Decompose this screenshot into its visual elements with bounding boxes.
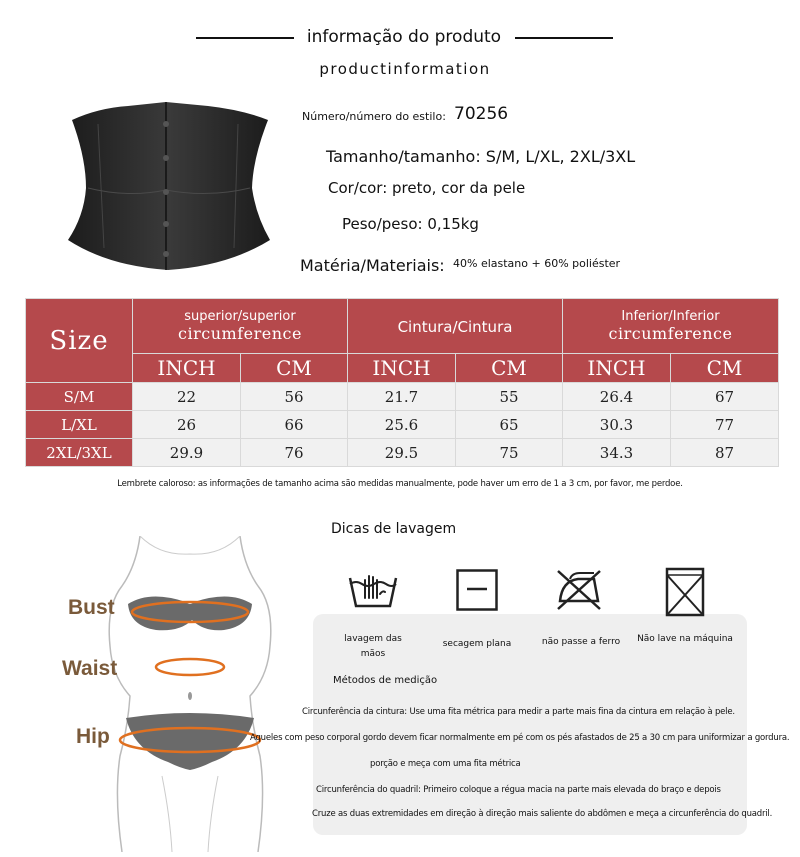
no-machine-wash-icon <box>665 567 705 617</box>
table-cell: 26.4 <box>563 383 671 411</box>
page-title: informação do produto <box>306 27 502 47</box>
style-number-value: 70256 <box>454 104 509 124</box>
table-cell: 21.7 <box>348 383 456 411</box>
table-cell: 29.9 <box>133 439 241 467</box>
unit-header: CM <box>671 354 779 383</box>
no-machine-wash-label: Não lave na máquina <box>637 634 733 644</box>
washing-tips-title: Dicas de lavagem <box>331 521 457 537</box>
table-cell: 30.3 <box>563 411 671 439</box>
unit-header: CM <box>241 354 348 383</box>
measure-line-3: porção e meça com uma fita métrica <box>370 759 521 769</box>
unit-header: INCH <box>348 354 456 383</box>
size-table <box>25 298 779 467</box>
header-rule-left <box>196 37 294 39</box>
row-size-label: S/M <box>26 383 133 411</box>
bust-label: Bust <box>68 596 115 619</box>
header-rule-right <box>515 37 613 39</box>
table-cell: 75 <box>456 439 563 467</box>
table-cell: 55 <box>456 383 563 411</box>
table-cell: 29.5 <box>348 439 456 467</box>
style-number-label: Número/número do estilo: <box>302 110 446 123</box>
size-info: Tamanho/tamanho: S/M, L/XL, 2XL/3XL <box>326 147 636 166</box>
unit-header: INCH <box>563 354 671 383</box>
hand-wash-label: lavagem das mãos <box>344 634 402 659</box>
hand-wash-icon <box>347 572 399 610</box>
row-size-label: 2XL/3XL <box>26 439 133 467</box>
dry-flat-icon <box>456 569 498 611</box>
unit-header: CM <box>456 354 563 383</box>
unit-header: INCH <box>133 354 241 383</box>
measure-line-1: Circunferência da cintura: Use uma fita métrica para medir a parte mais fina da cintura em relação à pele. <box>302 707 735 717</box>
measure-line-5: Cruze as duas extremidades em direção à direção mais saliente do abdômen e meça a circunferência do quadril. <box>312 809 773 819</box>
table-row <box>26 411 779 439</box>
lower-circumference-header: Inferior/Inferior circumference <box>563 299 779 354</box>
table-cell: 56 <box>241 383 348 411</box>
row-size-label: L/XL <box>26 411 133 439</box>
table-cell: 25.6 <box>348 411 456 439</box>
no-iron-icon <box>554 567 604 613</box>
table-cell: 65 <box>456 411 563 439</box>
table-row <box>26 383 779 411</box>
measurement-methods-title: Métodos de medição <box>333 675 438 686</box>
table-cell: 34.3 <box>563 439 671 467</box>
size-header: Size <box>26 299 133 383</box>
table-cell: 26 <box>133 411 241 439</box>
page-subtitle: productinformation <box>319 60 491 78</box>
table-cell: 67 <box>671 383 779 411</box>
dry-flat-label: secagem plana <box>442 639 512 649</box>
color-info: Cor/cor: preto, cor da pele <box>328 179 526 197</box>
measure-line-2: Aqueles com peso corporal gordo devem ficar normalmente em pé com os pés afastados de 25 a 30 cm para uniformizar a gordura. <box>250 733 790 743</box>
material-label: Matéria/Materiais: <box>300 256 445 275</box>
upper-circumference-header: superior/superior circumference <box>133 299 348 354</box>
waist-label: Waist <box>62 657 118 680</box>
table-cell: 22 <box>133 383 241 411</box>
table-cell: 66 <box>241 411 348 439</box>
hip-label: Hip <box>76 725 110 748</box>
body-figure <box>100 536 280 852</box>
no-iron-label: não passe a ferro <box>541 637 621 647</box>
corset-image <box>58 88 280 288</box>
table-cell: 87 <box>671 439 779 467</box>
table-cell: 77 <box>671 411 779 439</box>
measure-line-4: Circunferência do quadril: Primeiro coloque a régua macia na parte mais elevada do braço e depois <box>316 785 721 795</box>
material-value: 40% elastano + 60% poliéster <box>453 257 621 270</box>
size-reminder: Lembrete caloroso: as informações de tamanho acima são medidas manualmente, pode haver um erro de 1 a 3 cm, por favor, me perdoe. <box>117 479 683 489</box>
table-cell: 76 <box>241 439 348 467</box>
waist-header: Cintura/Cintura <box>348 299 563 354</box>
weight-info: Peso/peso: 0,15kg <box>342 215 479 233</box>
table-row <box>26 439 779 467</box>
